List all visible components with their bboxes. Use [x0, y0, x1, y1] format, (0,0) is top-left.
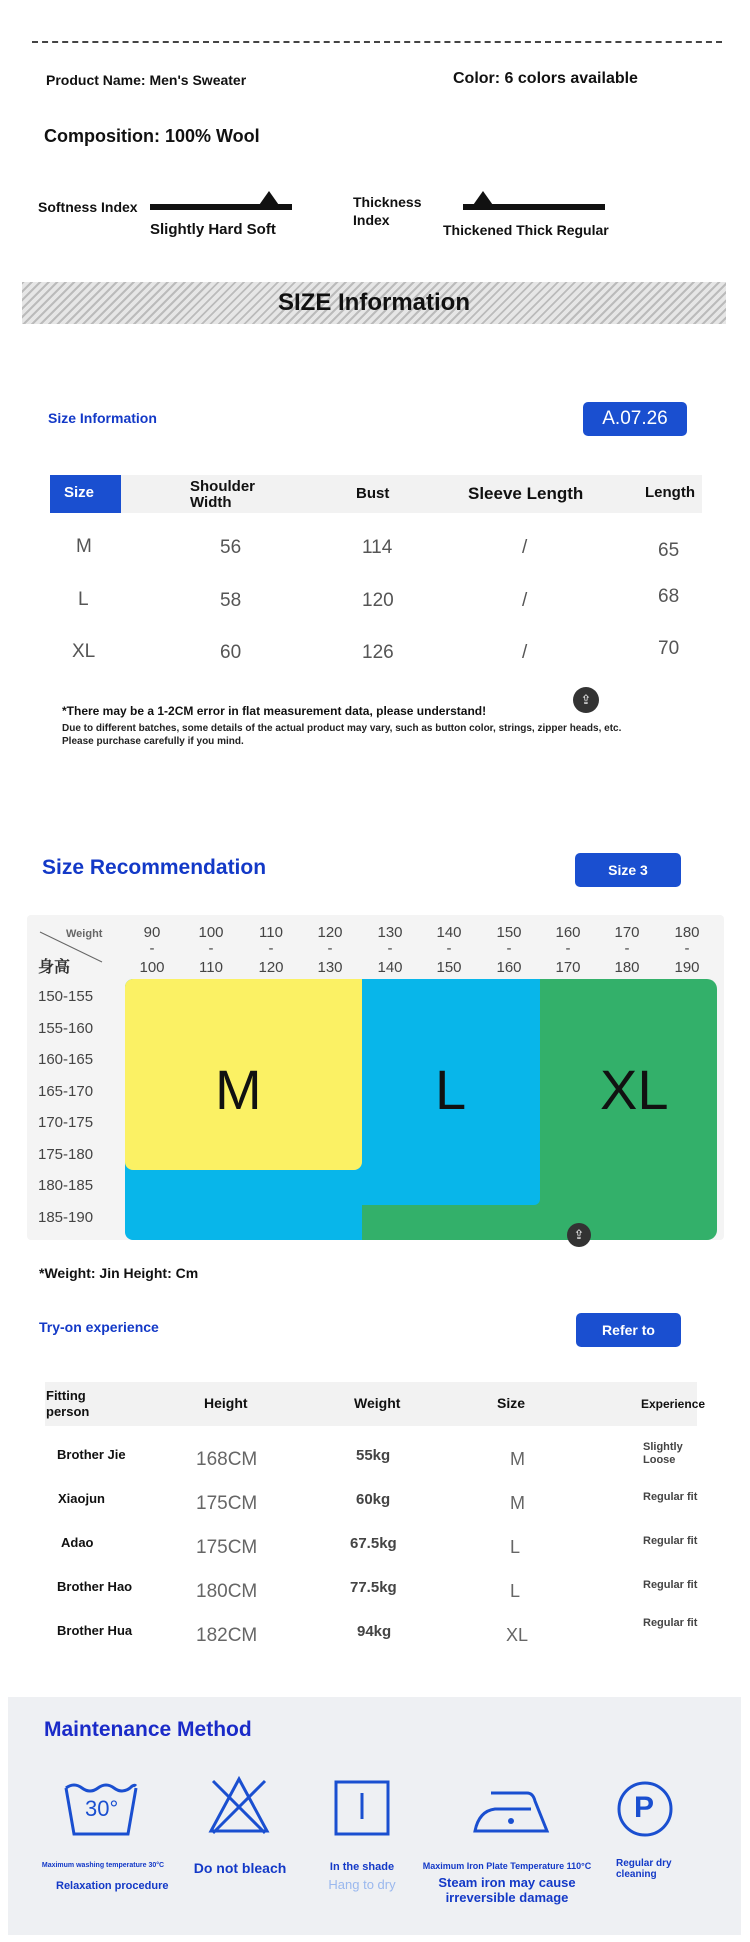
product-color: Color: 6 colors available — [453, 70, 638, 87]
hang-dry-icon — [333, 1779, 391, 1837]
tryon-cell: XL — [506, 1625, 529, 1645]
tryon-cell: Regular fit — [643, 1617, 698, 1629]
weight-tick-to: 150 — [436, 959, 462, 976]
height-tick: 175-180 — [38, 1145, 94, 1163]
zone-xl-label: XL — [600, 1058, 669, 1121]
top-dashed-divider — [32, 41, 722, 43]
weight-tick-from: 180 — [674, 924, 700, 941]
softness-scale: Slightly Hard Soft — [150, 221, 276, 238]
size-cell: / — [522, 537, 528, 558]
weight-tick-dash: - — [506, 940, 512, 957]
size-header-sleeve: Sleeve Length — [468, 484, 584, 503]
banner-title: SIZE Information — [278, 289, 470, 316]
weight-axis-label: Weight — [66, 928, 103, 940]
tryon-title: Try-on experience — [39, 1319, 159, 1335]
size-cell: 58 — [220, 590, 242, 611]
softness-marker — [257, 191, 281, 208]
height-tick: 185-190 — [38, 1208, 94, 1226]
weight-tick-from: 140 — [436, 924, 462, 941]
tryon-cell: 168CM — [196, 1449, 258, 1470]
save-image-icon[interactable]: ⇪ — [567, 1223, 591, 1247]
size-header-size: Size — [50, 475, 121, 513]
tryon-cell: Adao — [61, 1535, 94, 1550]
iron-caption: Maximum Iron Plate Temperature 110°C — [422, 1861, 592, 1871]
tryon-cell: 180CM — [196, 1581, 258, 1602]
weight-tick-to: 170 — [555, 959, 581, 976]
size-note-1: *There may be a 1-2CM error in flat measurement data, please understand! — [62, 704, 487, 718]
size-cell: / — [522, 642, 528, 663]
wash-temp: 30° — [85, 1796, 119, 1821]
thickness-label-1: Thickness — [353, 194, 422, 210]
size-code-badge: A.07.26 — [583, 402, 687, 436]
size-info-title: Size Information — [48, 410, 157, 426]
weight-tick-dash: - — [268, 940, 274, 957]
height-tick: 170-175 — [38, 1114, 94, 1131]
tryon-cell: Xiaojun — [58, 1491, 105, 1506]
tryon-cell: Regular fit — [643, 1579, 698, 1591]
iron-caption-2: Steam iron may cause irreversible damage — [438, 1875, 576, 1905]
weight-tick-dash: - — [565, 940, 571, 957]
weight-tick-from: 160 — [555, 924, 581, 941]
tryon-cell: Brother Hua — [57, 1623, 133, 1638]
size-cell: 65 — [658, 540, 680, 561]
weight-tick-from: 150 — [496, 924, 522, 941]
tryon-cell: Brother Hao — [57, 1579, 133, 1594]
zone-l-label: L — [435, 1058, 467, 1121]
product-composition: Composition: 100% Wool — [44, 126, 260, 146]
tryon-cell: L — [510, 1581, 521, 1601]
tryon-cell: Regular fit — [643, 1491, 698, 1503]
weight-tick-to: 190 — [674, 959, 700, 976]
tryon-header-person: Fitting person — [46, 1388, 90, 1419]
recommend-title: Size Recommendation — [42, 856, 267, 879]
tryon-cell: Brother Jie — [57, 1447, 126, 1462]
weight-tick-dash: - — [149, 940, 155, 957]
tryon-cell: 55kg — [356, 1447, 391, 1464]
height-tick: 160-165 — [38, 1051, 94, 1068]
size-header-bust: Bust — [356, 485, 390, 502]
size-cell: 60 — [220, 642, 242, 663]
thickness-label-2: Index — [353, 212, 390, 228]
softness-label: Softness Index — [38, 199, 138, 215]
tryon-header-experience: Experience — [641, 1397, 706, 1411]
height-tick: 155-160 — [38, 1019, 94, 1037]
tryon-cell: 67.5kg — [350, 1535, 397, 1552]
size-cell: 120 — [362, 590, 394, 611]
height-tick: 150-155 — [38, 988, 94, 1005]
size-cell: 70 — [658, 638, 680, 659]
dry-caption: In the shade — [329, 1861, 395, 1873]
weight-tick-dash: - — [387, 940, 393, 957]
size-cell: 68 — [658, 586, 680, 607]
tryon-cell: 175CM — [196, 1537, 258, 1558]
weight-tick-dash: - — [624, 940, 630, 957]
unit-note: *Weight: Jin Height: Cm — [39, 1265, 199, 1281]
tryon-cell: Regular fit — [643, 1535, 698, 1547]
refer-to-button[interactable]: Refer to — [576, 1313, 681, 1347]
weight-tick-to: 140 — [377, 959, 403, 976]
maintenance-title: Maintenance Method — [44, 1718, 252, 1741]
weight-tick-from: 130 — [377, 924, 403, 941]
weight-tick-to: 100 — [139, 959, 165, 976]
height-tick: 180-185 — [38, 1177, 94, 1194]
weight-tick-dash: - — [684, 940, 690, 957]
wash-caption: Maximum washing temperature 30°C — [41, 1862, 165, 1869]
do-not-bleach-icon — [207, 1775, 271, 1835]
weight-tick-from: 170 — [614, 924, 640, 941]
thickness-marker — [471, 191, 495, 208]
size-note-2: Due to different batches, some details of the actual product may vary, such as button color, strings, zipper heads, etc. — [62, 723, 622, 734]
tryon-cell: 60kg — [356, 1491, 391, 1508]
size-3-button[interactable]: Size 3 — [575, 853, 681, 887]
thickness-scale: Thickened Thick Regular — [443, 222, 609, 238]
tryon-cell: M — [510, 1493, 525, 1513]
size-cell: 126 — [362, 642, 394, 663]
weight-tick-from: 120 — [317, 924, 343, 941]
size-note-3: Please purchase carefully if you mind. — [62, 736, 244, 747]
weight-tick-dash: - — [446, 940, 452, 957]
weight-tick-from: 90 — [143, 924, 161, 941]
size-cell: / — [522, 590, 528, 611]
tryon-header-height: Height — [204, 1395, 248, 1411]
tryon-header-size: Size — [497, 1395, 526, 1411]
tryon-cell: L — [510, 1537, 521, 1557]
wash-caption-2: Relaxation procedure — [56, 1880, 169, 1892]
dry-clean-caption: Regular dry cleaning — [616, 1858, 672, 1880]
zone-m-label: M — [215, 1058, 262, 1121]
iron-icon — [471, 1783, 551, 1835]
size-cell: 114 — [362, 537, 393, 558]
weight-tick-from: 110 — [259, 924, 283, 941]
size-cell: XL — [72, 641, 96, 662]
height-tick: 165-170 — [38, 1082, 94, 1100]
weight-tick-to: 110 — [199, 959, 223, 976]
weight-tick-from: 100 — [198, 924, 224, 941]
dry-caption-2: Hang to dry — [328, 1877, 396, 1892]
tryon-header-weight: Weight — [354, 1395, 401, 1411]
tryon-cell: M — [510, 1449, 525, 1469]
weight-tick-to: 180 — [614, 959, 640, 976]
product-name: Product Name: Men's Sweater — [46, 72, 247, 88]
tryon-cell: Slightly Loose — [643, 1441, 683, 1466]
tryon-cell: 94kg — [357, 1623, 392, 1640]
weight-tick-dash: - — [327, 940, 333, 957]
tryon-cell: 77.5kg — [350, 1579, 397, 1596]
size-info-banner — [22, 282, 726, 324]
weight-tick-to: 130 — [317, 959, 343, 976]
size-cell: 56 — [220, 537, 242, 558]
tryon-cell: 182CM — [196, 1625, 258, 1646]
weight-tick-to: 160 — [496, 959, 522, 976]
size-cell: L — [78, 589, 89, 610]
size-cell: M — [76, 536, 92, 557]
save-image-icon[interactable]: ⇪ — [573, 687, 599, 713]
tryon-cell: 175CM — [196, 1493, 258, 1514]
size-header-length: Length — [645, 484, 695, 501]
size-header-shoulder: Shoulder Width — [190, 478, 256, 511]
weight-tick-to: 120 — [258, 959, 284, 976]
bleach-caption: Do not bleach — [193, 1860, 287, 1876]
dry-clean-letter: P — [634, 1791, 655, 1824]
height-axis-label: 身高 — [38, 959, 71, 976]
weight-tick-dash: - — [208, 940, 214, 957]
